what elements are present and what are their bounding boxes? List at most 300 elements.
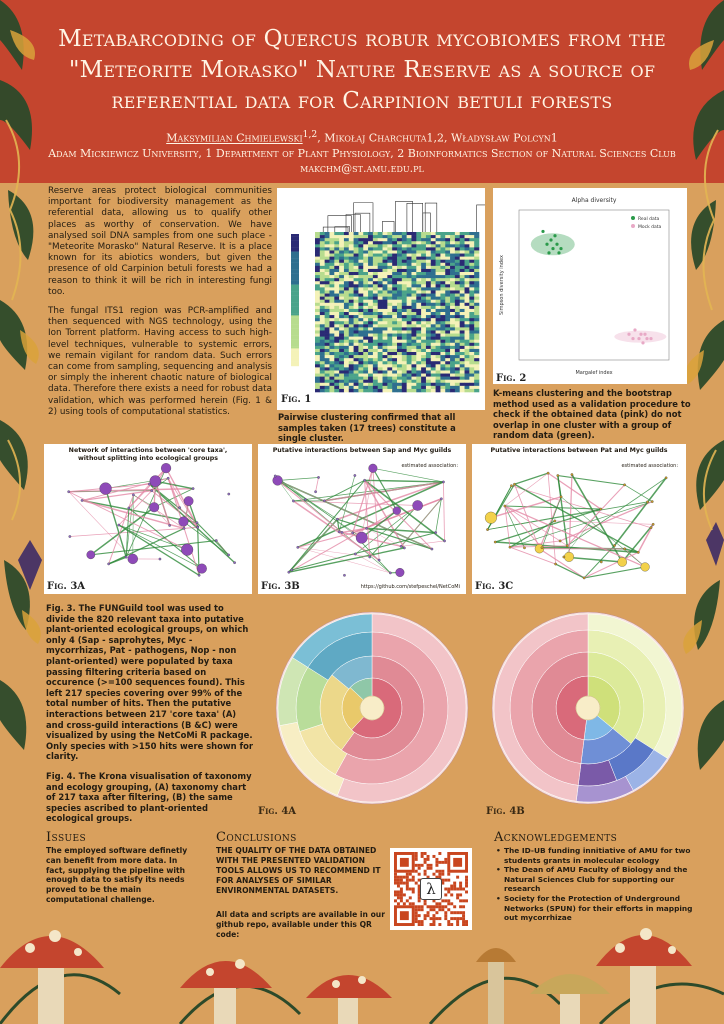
heatmap-cell bbox=[436, 294, 441, 297]
heatmap-cell bbox=[354, 275, 359, 278]
heatmap-cell bbox=[378, 309, 383, 312]
qr-module bbox=[421, 864, 424, 867]
network-edge bbox=[373, 468, 444, 482]
heatmap-cell bbox=[445, 327, 450, 330]
qr-module bbox=[406, 873, 409, 876]
heatmap-cell bbox=[325, 287, 330, 290]
heatmap-cell bbox=[392, 254, 397, 257]
heatmap-cell bbox=[368, 281, 373, 284]
heatmap-cell bbox=[450, 238, 455, 241]
heatmap-cell bbox=[329, 346, 334, 349]
heatmap-cell bbox=[431, 260, 436, 263]
network-node bbox=[181, 544, 193, 556]
heatmap-cell bbox=[383, 290, 388, 293]
heatmap-cell bbox=[368, 318, 373, 321]
heatmap-cell bbox=[387, 287, 392, 290]
heatmap-cell bbox=[407, 266, 412, 269]
heatmap-cell bbox=[378, 306, 383, 309]
heatmap-cell bbox=[465, 327, 470, 330]
heatmap-cell bbox=[354, 260, 359, 263]
network-node bbox=[354, 474, 356, 476]
heatmap-cell bbox=[373, 263, 378, 266]
heatmap-cell bbox=[436, 247, 441, 250]
heatmap-cell bbox=[358, 238, 363, 241]
heatmap-cell bbox=[460, 374, 465, 377]
heatmap-cell bbox=[397, 343, 402, 346]
network-node bbox=[107, 563, 109, 565]
heatmap-cell bbox=[465, 383, 470, 386]
network-node bbox=[413, 500, 423, 510]
network-edge bbox=[373, 468, 379, 560]
heatmap-cell bbox=[402, 247, 407, 250]
qr-module bbox=[424, 870, 427, 873]
heatmap-cell bbox=[368, 306, 373, 309]
heatmap-cell bbox=[349, 380, 354, 383]
heatmap-cell bbox=[416, 300, 421, 303]
heatmap-cell bbox=[325, 321, 330, 324]
qr-module bbox=[444, 858, 447, 861]
heatmap-cell bbox=[465, 352, 470, 355]
heatmap-cell bbox=[421, 250, 426, 253]
heatmap-cell bbox=[407, 272, 412, 275]
heatmap-cell bbox=[387, 266, 392, 269]
heatmap-cell bbox=[436, 358, 441, 361]
heatmap-cell bbox=[383, 257, 388, 260]
heatmap-cell bbox=[465, 290, 470, 293]
heatmap-cell bbox=[315, 386, 320, 389]
heatmap-cell bbox=[329, 241, 334, 244]
heatmap-cell bbox=[344, 327, 349, 330]
heatmap-cell bbox=[431, 386, 436, 389]
heatmap-cell bbox=[411, 287, 416, 290]
heatmap-cell bbox=[411, 343, 416, 346]
heatmap-cell bbox=[460, 358, 465, 361]
heatmap-cell bbox=[329, 386, 334, 389]
heatmap-cell bbox=[378, 244, 383, 247]
qr-module bbox=[450, 885, 453, 888]
heatmap-cell bbox=[339, 257, 344, 260]
heatmap-cell bbox=[373, 247, 378, 250]
heatmap-cell bbox=[474, 334, 479, 337]
heatmap-cell bbox=[426, 238, 431, 241]
qr-module bbox=[415, 852, 418, 855]
heatmap-cell bbox=[349, 250, 354, 253]
heatmap-cell bbox=[407, 324, 412, 327]
heatmap-cell bbox=[339, 272, 344, 275]
heatmap-cell bbox=[392, 380, 397, 383]
heatmap-cell bbox=[450, 374, 455, 377]
heatmap-cell bbox=[354, 266, 359, 269]
heatmap-cell bbox=[329, 327, 334, 330]
heatmap-cell bbox=[397, 312, 402, 315]
heatmap-cell bbox=[354, 306, 359, 309]
heatmap-cell bbox=[363, 297, 368, 300]
heatmap-cell bbox=[455, 361, 460, 364]
heatmap-cell bbox=[416, 330, 421, 333]
heatmap-cell bbox=[383, 355, 388, 358]
network-edge bbox=[365, 480, 444, 482]
fig1-heatmap-panel bbox=[277, 188, 485, 410]
qr-module bbox=[427, 858, 430, 861]
heatmap-cell bbox=[416, 324, 421, 327]
heatmap-cell bbox=[411, 321, 416, 324]
heatmap-cell bbox=[469, 312, 474, 315]
network-node bbox=[554, 520, 556, 522]
network-node bbox=[559, 540, 561, 542]
heatmap-cell bbox=[363, 290, 368, 293]
heatmap-cell bbox=[474, 287, 479, 290]
heatmap-cell bbox=[416, 306, 421, 309]
heatmap-cell bbox=[392, 327, 397, 330]
heatmap-cell bbox=[431, 380, 436, 383]
heatmap-cell bbox=[450, 275, 455, 278]
heatmap-cell bbox=[358, 244, 363, 247]
heatmap-cell bbox=[354, 358, 359, 361]
heatmap-cell bbox=[378, 275, 383, 278]
heatmap-cell bbox=[416, 367, 421, 370]
qr-module bbox=[447, 873, 450, 876]
qr-module bbox=[459, 888, 462, 891]
heatmap-cell bbox=[474, 263, 479, 266]
heatmap-cell bbox=[411, 312, 416, 315]
heatmap-cell bbox=[325, 370, 330, 373]
heatmap-cell bbox=[426, 272, 431, 275]
heatmap-cell bbox=[378, 374, 383, 377]
heatmap-cell bbox=[411, 297, 416, 300]
heatmap-cell bbox=[450, 380, 455, 383]
heatmap-cell bbox=[325, 315, 330, 318]
heatmap-cell bbox=[329, 377, 334, 380]
heatmap-cell bbox=[354, 269, 359, 272]
heatmap-cell bbox=[474, 346, 479, 349]
heatmap-cell bbox=[368, 247, 373, 250]
ack-item: • The Dean of AMU Faculty of Biology and the Natural Sciences Club for supporting our research bbox=[494, 865, 704, 894]
network-node bbox=[317, 476, 319, 478]
heatmap-cell bbox=[397, 318, 402, 321]
heatmap-cell bbox=[469, 272, 474, 275]
heatmap-cell bbox=[455, 254, 460, 257]
heatmap-cell bbox=[431, 340, 436, 343]
heatmap-cell bbox=[329, 275, 334, 278]
heatmap-cell bbox=[426, 318, 431, 321]
heatmap-cell bbox=[315, 315, 320, 318]
heatmap-cell bbox=[320, 364, 325, 367]
heatmap-cell bbox=[426, 294, 431, 297]
network-node bbox=[623, 548, 625, 550]
heatmap-cell bbox=[431, 321, 436, 324]
heatmap-cell bbox=[416, 266, 421, 269]
heatmap-cell bbox=[392, 247, 397, 250]
heatmap-cell bbox=[358, 312, 363, 315]
heatmap-cell bbox=[363, 309, 368, 312]
heatmap-cell bbox=[378, 349, 383, 352]
authors-block bbox=[30, 127, 694, 176]
heatmap-cell bbox=[421, 334, 426, 337]
heatmap-cell bbox=[344, 370, 349, 373]
heatmap-cell bbox=[334, 355, 339, 358]
heatmap-cell bbox=[358, 257, 363, 260]
heatmap-cell bbox=[431, 337, 436, 340]
heatmap-cell bbox=[416, 355, 421, 358]
heatmap-cell bbox=[421, 361, 426, 364]
qr-module bbox=[397, 882, 400, 885]
heatmap-cell bbox=[344, 346, 349, 349]
dendrogram-branch bbox=[425, 203, 437, 232]
heatmap-cell bbox=[363, 389, 368, 392]
heatmap-cell bbox=[397, 294, 402, 297]
qr-module bbox=[438, 861, 441, 864]
heatmap-cell bbox=[431, 232, 436, 235]
heatmap-cell bbox=[349, 287, 354, 290]
heatmap-cell bbox=[455, 235, 460, 238]
dendrogram-branch bbox=[355, 213, 370, 232]
heatmap-cell bbox=[421, 235, 426, 238]
heatmap-cell bbox=[440, 364, 445, 367]
heatmap-cell bbox=[329, 269, 334, 272]
heatmap-cell bbox=[383, 364, 388, 367]
heatmap-cell bbox=[431, 383, 436, 386]
heatmap-cell bbox=[397, 303, 402, 306]
fig3c-network bbox=[472, 444, 686, 594]
lead-author-sup: 1,2 bbox=[302, 129, 318, 140]
heatmap-cell bbox=[383, 254, 388, 257]
heatmap-cell bbox=[397, 321, 402, 324]
heatmap-cell bbox=[315, 260, 320, 263]
heatmap-cell bbox=[450, 294, 455, 297]
heatmap-cell bbox=[426, 287, 431, 290]
colorbar-step bbox=[291, 331, 299, 333]
heatmap-cell bbox=[474, 389, 479, 392]
heatmap-cell bbox=[339, 324, 344, 327]
heatmap-cell bbox=[416, 238, 421, 241]
network-node bbox=[523, 547, 525, 549]
heatmap-cell bbox=[344, 263, 349, 266]
network-node bbox=[87, 551, 95, 559]
heatmap-cell bbox=[344, 306, 349, 309]
heatmap-cell bbox=[450, 232, 455, 235]
heatmap-cell bbox=[474, 309, 479, 312]
heatmap-cell bbox=[445, 275, 450, 278]
heatmap-cell bbox=[354, 346, 359, 349]
qr-module bbox=[421, 852, 424, 855]
heatmap-cell bbox=[368, 303, 373, 306]
heatmap-cell bbox=[392, 238, 397, 241]
qr-module bbox=[438, 870, 441, 873]
heatmap-cell bbox=[474, 254, 479, 257]
heatmap-cell bbox=[344, 312, 349, 315]
qr-module bbox=[432, 873, 435, 876]
heatmap-cell bbox=[469, 238, 474, 241]
heatmap-cell bbox=[320, 309, 325, 312]
colorbar-step bbox=[291, 291, 299, 293]
network-node bbox=[215, 539, 217, 541]
heatmap-cell bbox=[416, 349, 421, 352]
heatmap-cell bbox=[344, 349, 349, 352]
heatmap-cell bbox=[344, 330, 349, 333]
heatmap-cell bbox=[450, 266, 455, 269]
network-node bbox=[148, 483, 150, 485]
heatmap-cell bbox=[431, 272, 436, 275]
heatmap-cell bbox=[450, 306, 455, 309]
qr-module bbox=[430, 864, 433, 867]
heatmap-cell bbox=[315, 367, 320, 370]
heatmap-cell bbox=[411, 272, 416, 275]
heatmap-cell bbox=[325, 358, 330, 361]
heatmap-cell bbox=[407, 290, 412, 293]
heatmap-cell bbox=[474, 281, 479, 284]
heatmap-cell bbox=[460, 380, 465, 383]
qr-module bbox=[397, 890, 400, 893]
heatmap-cell bbox=[402, 361, 407, 364]
network-node bbox=[68, 491, 70, 493]
colorbar-step bbox=[291, 241, 299, 243]
heatmap-cell bbox=[315, 389, 320, 392]
qr-module bbox=[397, 893, 400, 896]
heatmap-cell bbox=[421, 275, 426, 278]
author-line bbox=[30, 127, 694, 146]
heatmap-cell bbox=[363, 241, 368, 244]
heatmap-cell bbox=[431, 275, 436, 278]
qr-module bbox=[456, 893, 459, 896]
heatmap-cell bbox=[474, 364, 479, 367]
heatmap-cell bbox=[474, 294, 479, 297]
heatmap-cell bbox=[474, 306, 479, 309]
heatmap-cell bbox=[426, 275, 431, 278]
heatmap-cell bbox=[315, 241, 320, 244]
heatmap-cell bbox=[315, 324, 320, 327]
heatmap-cell bbox=[421, 337, 426, 340]
heatmap-cell bbox=[358, 355, 363, 358]
heatmap-cell bbox=[407, 361, 412, 364]
qr-module bbox=[450, 893, 453, 896]
heatmap-cell bbox=[378, 278, 383, 281]
heatmap-cell bbox=[411, 281, 416, 284]
heatmap-cell bbox=[421, 377, 426, 380]
heatmap-cell bbox=[325, 235, 330, 238]
heatmap-cell bbox=[378, 355, 383, 358]
qr-module bbox=[394, 876, 397, 879]
heatmap-cell bbox=[329, 294, 334, 297]
heatmap-cell bbox=[320, 275, 325, 278]
heatmap-cell bbox=[329, 272, 334, 275]
heatmap-cell bbox=[383, 300, 388, 303]
heatmap-cell bbox=[455, 321, 460, 324]
heatmap-cell bbox=[344, 309, 349, 312]
heatmap-cell bbox=[378, 241, 383, 244]
qr-module bbox=[447, 890, 450, 893]
network-node bbox=[440, 498, 442, 500]
heatmap-cell bbox=[315, 263, 320, 266]
qr-module bbox=[441, 861, 444, 864]
qr-finder-core bbox=[400, 858, 409, 867]
heatmap-cell bbox=[315, 297, 320, 300]
data-point bbox=[649, 337, 652, 340]
heatmap-cell bbox=[397, 247, 402, 250]
heatmap-cell bbox=[426, 250, 431, 253]
heatmap-cell bbox=[455, 309, 460, 312]
heatmap-cell bbox=[436, 257, 441, 260]
network-node bbox=[510, 485, 512, 487]
heatmap-cell bbox=[421, 321, 426, 324]
qr-module bbox=[444, 899, 447, 902]
heatmap-cell bbox=[392, 364, 397, 367]
network-node bbox=[150, 476, 161, 487]
heatmap-cell bbox=[465, 374, 470, 377]
heatmap-cell bbox=[397, 340, 402, 343]
heatmap-cell bbox=[392, 315, 397, 318]
network-node bbox=[233, 561, 235, 563]
heatmap-cell bbox=[445, 346, 450, 349]
heatmap-cell bbox=[368, 334, 373, 337]
heatmap-cell bbox=[383, 352, 388, 355]
heatmap-cell bbox=[421, 272, 426, 275]
heatmap-cell bbox=[411, 266, 416, 269]
heatmap-cell bbox=[363, 386, 368, 389]
heatmap-cell bbox=[315, 294, 320, 297]
heatmap-cell bbox=[416, 364, 421, 367]
heatmap-cell bbox=[339, 370, 344, 373]
heatmap-cell bbox=[474, 272, 479, 275]
heatmap-cell bbox=[358, 254, 363, 257]
poster-title: Metabarcoding of Quercus robur mycobiomes from the "Meteorite Morasko" Nature Reserve as a source of referential data for Carpinion betuli forests bbox=[58, 26, 666, 114]
network-node bbox=[274, 475, 276, 477]
heatmap-cell bbox=[465, 297, 470, 300]
heatmap-cell bbox=[368, 269, 373, 272]
heatmap-cell bbox=[402, 263, 407, 266]
heatmap-cell bbox=[339, 383, 344, 386]
heatmap-cell bbox=[465, 346, 470, 349]
heatmap-cell bbox=[349, 324, 354, 327]
heatmap-cell bbox=[339, 278, 344, 281]
issues-text: The employed software definetly can benefit from more data. In fact, supplying the pipeline with enough data to satisfy its needs proved to be the main computational challenge. bbox=[46, 846, 188, 904]
heatmap-cell bbox=[440, 250, 445, 253]
heatmap-cell bbox=[387, 309, 392, 312]
heatmap-cell bbox=[450, 278, 455, 281]
heatmap-cell bbox=[407, 377, 412, 380]
heatmap-cell bbox=[383, 389, 388, 392]
heatmap-cell bbox=[469, 306, 474, 309]
heatmap-cell bbox=[421, 281, 426, 284]
heatmap-cell bbox=[329, 250, 334, 253]
heatmap-cell bbox=[387, 361, 392, 364]
network-node bbox=[363, 479, 365, 481]
heatmap-cell bbox=[421, 352, 426, 355]
qr-module bbox=[421, 855, 424, 858]
heatmap-cell bbox=[378, 367, 383, 370]
heatmap-cell bbox=[460, 367, 465, 370]
heatmap-cell bbox=[469, 364, 474, 367]
heatmap-cell bbox=[378, 232, 383, 235]
network-node bbox=[369, 464, 378, 473]
network-node bbox=[583, 577, 585, 579]
heatmap-cell bbox=[392, 318, 397, 321]
heatmap-cell bbox=[368, 358, 373, 361]
heatmap-cell bbox=[392, 235, 397, 238]
heatmap-cell bbox=[407, 306, 412, 309]
network-edge bbox=[514, 473, 548, 484]
colorbar-step bbox=[291, 282, 299, 284]
heatmap-cell bbox=[450, 337, 455, 340]
heatmap-cell bbox=[455, 303, 460, 306]
network-node bbox=[369, 556, 371, 558]
heatmap-cell bbox=[474, 290, 479, 293]
heatmap-cell bbox=[344, 315, 349, 318]
heatmap-cell bbox=[354, 257, 359, 260]
heatmap-cell bbox=[469, 367, 474, 370]
colorbar-step bbox=[291, 271, 299, 273]
heatmap-cell bbox=[455, 269, 460, 272]
heatmap-cell bbox=[315, 257, 320, 260]
